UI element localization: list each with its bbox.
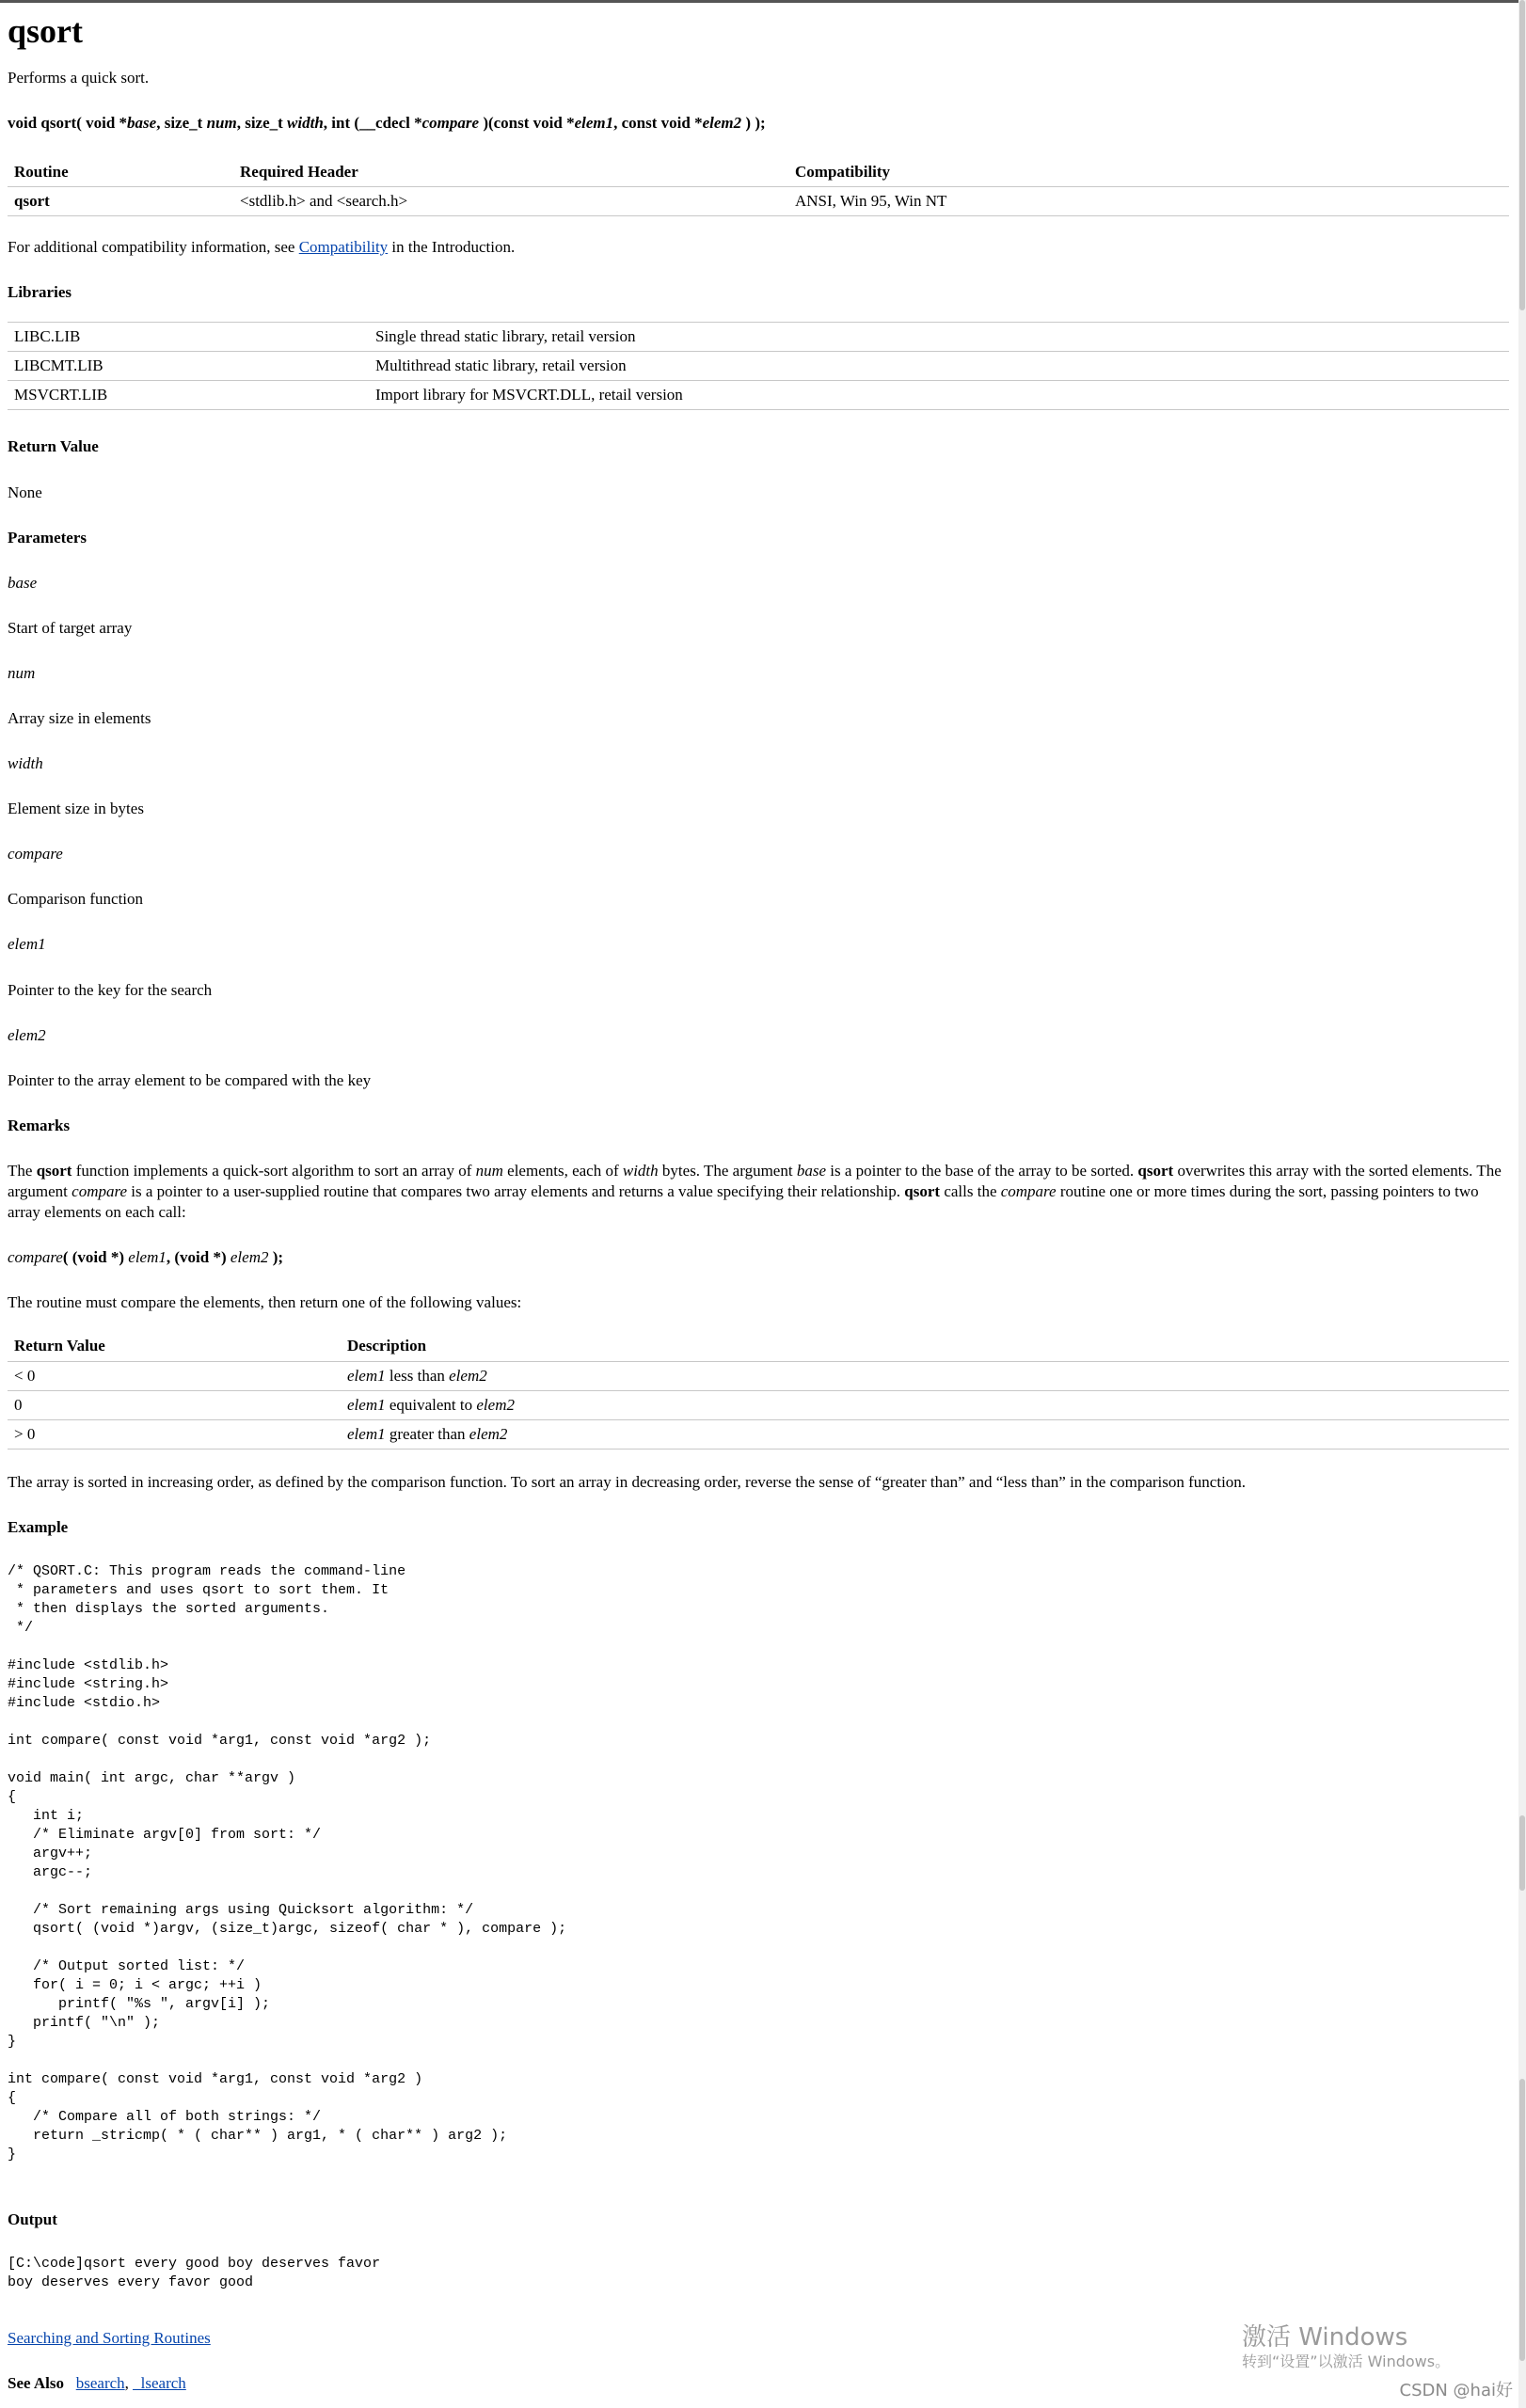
sig-base: base: [127, 113, 157, 132]
description-cell: elem1 equivalent to elem2: [341, 1390, 1509, 1419]
table-row: [8, 381, 1509, 410]
param-name: elem1: [8, 935, 46, 954]
library-name: LIBC.LIB: [8, 323, 369, 352]
param-desc: Array size in elements: [8, 709, 151, 727]
libraries-heading: Libraries: [8, 283, 72, 302]
routine-cell: qsort: [8, 186, 233, 215]
category-link[interactable]: Searching and Sorting Routines: [8, 2329, 211, 2348]
library-desc: Multithread static library, retail version: [369, 352, 1509, 381]
parameters-heading: Parameters: [8, 528, 87, 547]
sig-width: width: [287, 113, 324, 132]
description-cell: elem1 less than elem2: [341, 1361, 1509, 1390]
compatibility-table: [8, 158, 1509, 216]
param-desc: Pointer to the array element to be compared with the key: [8, 1070, 372, 1089]
output-code: [C:\code]qsort every good boy deserves favor boy deserves every favor good: [8, 2256, 381, 2291]
summary: Performs a quick sort.: [8, 68, 150, 87]
table-row: [8, 186, 1509, 215]
routine-note: The routine must compare the elements, then return one of the following values:: [8, 1293, 522, 1312]
header-cell: <stdlib.h> and <search.h>: [233, 186, 788, 215]
vertical-scrollbar[interactable]: [1518, 0, 1526, 2408]
compat-cell: ANSI, Win 95, Win NT: [788, 186, 1509, 215]
param-name: compare: [8, 845, 63, 863]
sig-num: num: [206, 113, 237, 132]
table-header: Compatibility: [795, 162, 891, 181]
output-heading: Output: [8, 2210, 57, 2228]
param-name: base: [8, 573, 38, 592]
remarks-paragraph: The qsort function implements a quick-sort algorithm to sort an array of num elements, each of width bytes. The argument base is a pointer to the base of the array to be sorted. qsort overwrites this array with the sorted elements. The argument compare is a pointer to a user-supplied routine that compares two array elements and returns a value specifying their relationship. qsort calls the compare routine one or more times during the sort, passing pointers to two array elements on each call:: [8, 1161, 1502, 1222]
sig-elem2: elem2: [702, 113, 742, 132]
param-name: width: [8, 754, 43, 773]
param-desc: Start of target array: [8, 618, 133, 637]
return-text: None: [8, 483, 42, 501]
see-also-link-lsearch[interactable]: _lsearch: [133, 2374, 186, 2393]
see-also-label: See Also: [8, 2374, 64, 2393]
libraries-table: [8, 322, 1509, 410]
table-row: [8, 1361, 1509, 1390]
table-row: [8, 1390, 1509, 1419]
sig-elem1: elem1: [574, 113, 614, 132]
table-row: [8, 1419, 1509, 1449]
watermark-line1: 激活 Windows: [1242, 2323, 1408, 2352]
scrollbar-thumb[interactable]: [1519, 0, 1525, 310]
compatibility-link[interactable]: Compatibility: [298, 237, 389, 256]
remarks-heading: Remarks: [8, 1116, 71, 1134]
param-desc: Comparison function: [8, 890, 144, 909]
activation-watermark: [1242, 2323, 1450, 2370]
csdn-watermark: CSDN @hai好: [1399, 2381, 1513, 2400]
function-signature: void qsort( void *base, size_t num, size_t width, int (__cdecl *compare )(const void *elem1, const void *elem2 ) );: [8, 113, 766, 132]
sig-compare: compare: [421, 113, 480, 132]
document-page: [8, 13, 1509, 2394]
return-value-cell: > 0: [8, 1419, 341, 1449]
scrollbar-mark: [1519, 1815, 1525, 1891]
table-header: Routine: [14, 162, 69, 181]
compat-note: For additional compatibility information, see Compatibility in the Introduction.: [8, 237, 516, 256]
page-title: qsort: [8, 12, 83, 50]
param-name: elem2: [8, 1025, 46, 1044]
return-values-table: [8, 1332, 1509, 1449]
library-desc: Import library for MSVCRT.DLL, retail version: [369, 381, 1509, 410]
table-row: [8, 323, 1509, 352]
see-also-link-bsearch[interactable]: bsearch: [75, 2374, 125, 2393]
param-desc: Pointer to the key for the search: [8, 980, 213, 999]
library-name: MSVCRT.LIB: [8, 381, 369, 410]
param-name: num: [8, 663, 36, 682]
window-top-border: [0, 0, 1518, 3]
library-name: LIBCMT.LIB: [8, 352, 369, 381]
order-note: The array is sorted in increasing order, as defined by the comparison function. To sort an array in decreasing order, reverse the sense of “greater than” and “less than” in the comparison function.: [8, 1472, 1247, 1491]
param-desc: Element size in bytes: [8, 800, 144, 818]
scrollbar-mark-lower: [1519, 2079, 1525, 2361]
see-also: See Also bsearch, _lsearch: [8, 2374, 186, 2393]
return-heading: Return Value: [8, 437, 99, 456]
table-header: Required Header: [240, 162, 358, 181]
watermark-line2: 转到“设置”以激活 Windows。: [1242, 2353, 1451, 2371]
example-heading: Example: [8, 1517, 69, 1536]
return-value-cell: 0: [8, 1390, 341, 1419]
table-row: [8, 352, 1509, 381]
example-code: /* QSORT.C: This program reads the command-line * parameters and uses qsort to sort them. It * then displays the sorted arguments. */ #include <stdlib.h> #include <string.h> #include <stdio.h> int compare( const void *arg1, const void *arg2 ); void main( int argc, char **argv ) { int i; /* Eliminate argv[0] from sort: */ argv++; argc--; /* Sort remaining args using Quicksort algorithm: */ qsort( (void *)argv, (size_t)argc, sizeof( char * ), compare ); /* Output sorted list: */ for( i = 0; i < argc; ++i ) printf( "%s ", argv[i] ); printf( "\n" ); } int compare( const void *arg1, const void *arg2 ) { /* Compare all of both strings: */ return _stricmp( * ( char** ) arg1, * ( char** ) arg2 ); }: [8, 1562, 567, 2162]
compare-call: compare( (void *) elem1, (void *) elem2 );: [8, 1248, 284, 1267]
table-header: Return Value: [14, 1337, 105, 1355]
description-cell: elem1 greater than elem2: [341, 1419, 1509, 1449]
return-value-cell: < 0: [8, 1361, 341, 1390]
library-desc: Single thread static library, retail version: [369, 323, 1509, 352]
table-header: Description: [347, 1337, 427, 1355]
